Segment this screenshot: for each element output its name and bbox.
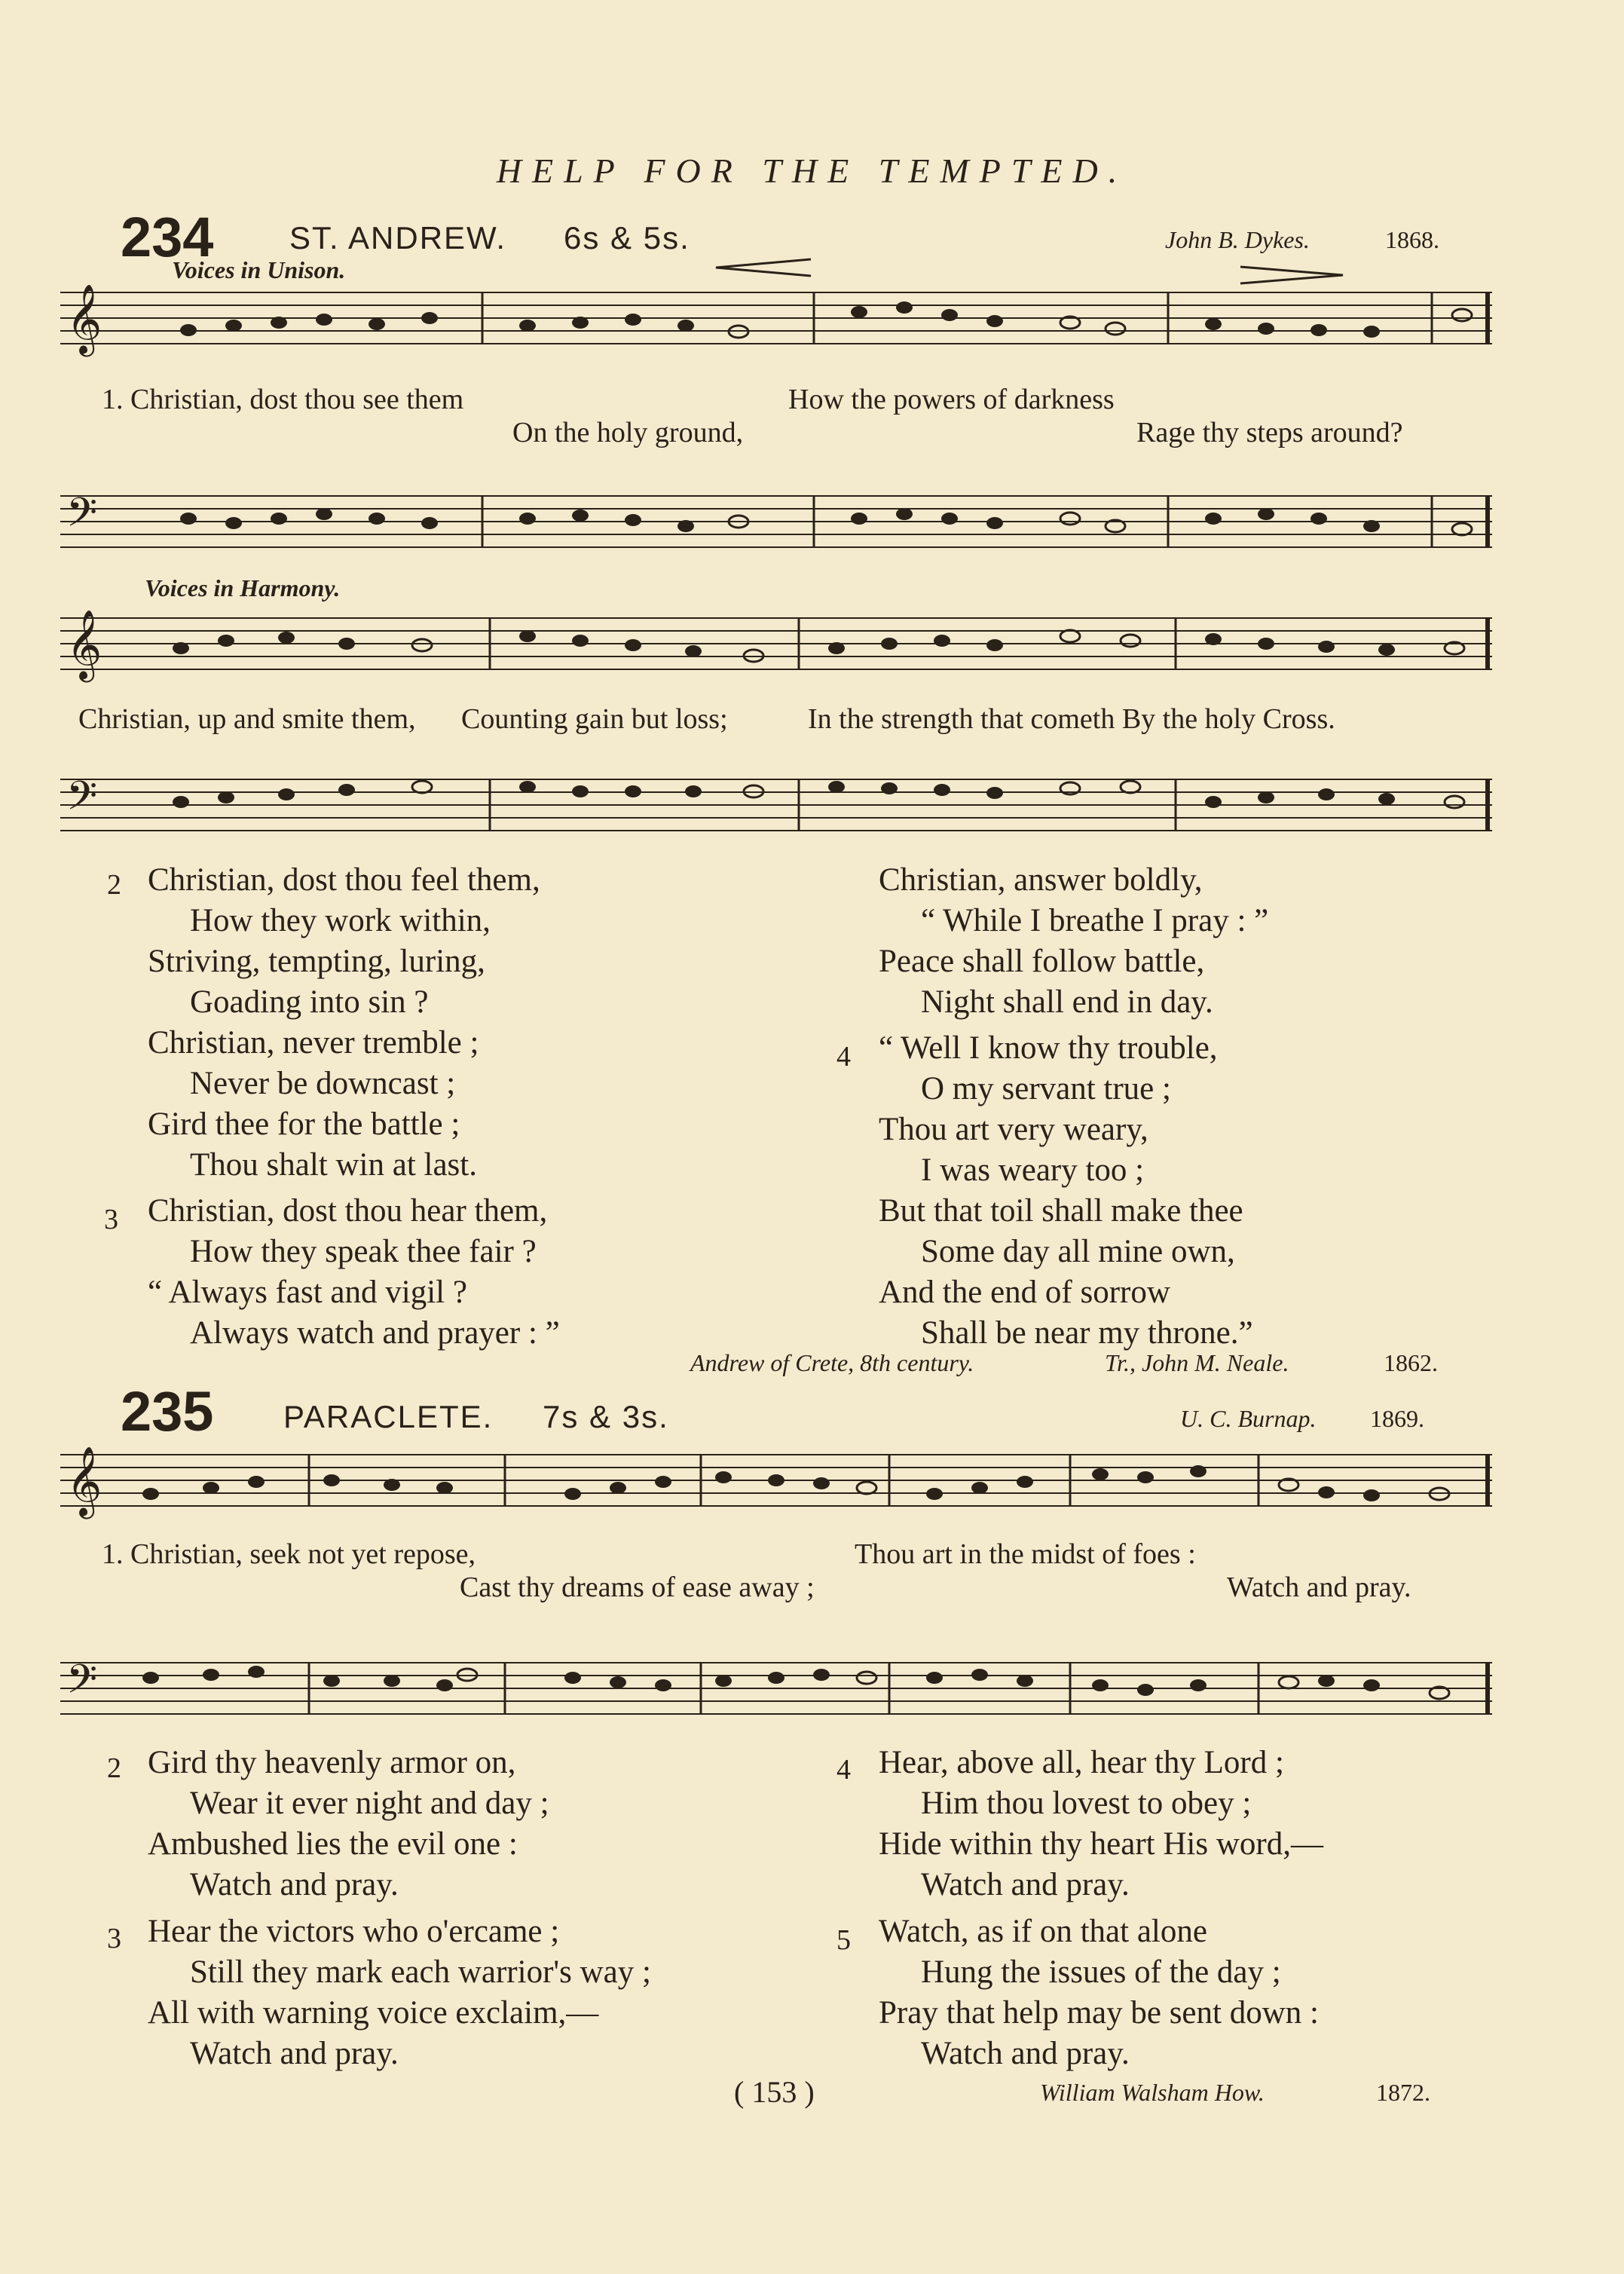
- verse-line: But that toil shall make thee: [879, 1193, 1243, 1229]
- stanza-2-number: 2: [107, 1752, 121, 1784]
- verse-line: Watch and pray.: [921, 1867, 1130, 1902]
- verse-line: “ Always fast and vigil ?: [148, 1275, 467, 1310]
- verse-line: Watch and pray.: [921, 2036, 1130, 2071]
- hymn-234-lyric-2a: Christian, up and smite them,: [78, 703, 416, 735]
- verse-line: Wear it ever night and day ;: [190, 1786, 549, 1821]
- staff-235-treble: [60, 1446, 1492, 1523]
- page-number: ( 153 ): [734, 2075, 815, 2109]
- svg-text:𝄢: 𝄢: [66, 490, 98, 546]
- staff-234-system1-bass: [60, 490, 1492, 564]
- direction-unison: Voices in Unison.: [172, 256, 346, 283]
- hymn-234-composer-year: 1868.: [1385, 226, 1439, 253]
- verse-line: Peace shall follow battle,: [879, 944, 1205, 979]
- verse-line: Night shall end in day.: [921, 984, 1213, 1020]
- hymn-235-lyric-1b: Cast thy dreams of ease away ;: [460, 1572, 815, 1603]
- svg-text:𝄢: 𝄢: [66, 1657, 98, 1712]
- verse-line: Hide within thy heart His word,—: [879, 1826, 1323, 1862]
- verse-line: Him thou lovest to obey ;: [921, 1786, 1252, 1821]
- verse-line: How they work within,: [190, 903, 491, 938]
- hymn-234-lyric-1a: 1. Christian, dost thou see them: [102, 384, 464, 415]
- staff-235-bass: [60, 1657, 1492, 1731]
- verse-line: Always watch and prayer : ”: [190, 1315, 560, 1351]
- verse-line: Gird thy heavenly armor on,: [148, 1745, 516, 1780]
- hymn-235-composer-year: 1869.: [1370, 1405, 1424, 1432]
- verse-line: Christian, answer boldly,: [879, 862, 1203, 898]
- stanza-4-number: 4: [836, 1754, 851, 1786]
- verse-line: Watch and pray.: [190, 1867, 399, 1902]
- hymn-234-stanza-4: [879, 1028, 1253, 1354]
- verse-line: How they speak thee fair ?: [190, 1234, 537, 1269]
- hymn-235-lyric-1a: 1. Christian, seek not yet repose,: [102, 1538, 476, 1570]
- verse-line: Christian, dost thou hear them,: [148, 1193, 548, 1229]
- page-header: HELP FOR THE TEMPTED.: [496, 151, 1128, 190]
- direction-harmony: Voices in Harmony.: [145, 574, 341, 601]
- verse-line: “ Well I know thy trouble,: [879, 1030, 1218, 1066]
- hymn-234-lyric-2c: In the strength that cometh By the holy Cross.: [808, 703, 1335, 735]
- verse-line: And the end of sorrow: [879, 1275, 1170, 1310]
- hymn-234-lyric-2b: Counting gain but loss;: [461, 703, 728, 735]
- hymn-235-author: William Walsham How.: [1040, 2079, 1265, 2106]
- staff-234-system1-treble: [60, 283, 1492, 360]
- hymn-234-number: 234: [121, 206, 214, 268]
- hymn-235-composer: U. C. Burnap.: [1180, 1405, 1317, 1432]
- verse-line: Christian, never tremble ;: [148, 1025, 479, 1060]
- crescendo-mark: [714, 256, 812, 279]
- diminuendo-mark: [1239, 264, 1344, 286]
- hymn-235-stanza-2: [148, 1743, 549, 1905]
- stanza-2-number: 2: [107, 869, 121, 901]
- hymn-234-author: Andrew of Crete, 8th century.: [690, 1349, 974, 1376]
- hymn-234-lyric-1c: How the powers of darkness: [788, 384, 1115, 415]
- verse-line: Hung the issues of the day ;: [921, 1954, 1281, 1990]
- stanza-4-number: 4: [836, 1041, 851, 1073]
- hymn-234-meter: 6s & 5s.: [564, 220, 690, 256]
- hymn-234-composer: John B. Dykes.: [1165, 226, 1310, 253]
- hymn-235-meter: 7s & 3s.: [543, 1399, 669, 1434]
- hymn-234-translator: Tr., John M. Neale.: [1105, 1349, 1289, 1376]
- hymn-234-stanza-2: [148, 860, 540, 1186]
- verse-line: Never be downcast ;: [190, 1066, 456, 1101]
- hymn-234-tune: ST. ANDREW.: [289, 220, 507, 256]
- verse-line: Ambushed lies the evil one :: [148, 1826, 518, 1862]
- verse-line: All with warning voice exclaim,—: [148, 1995, 599, 2031]
- hymn-235-number: 235: [121, 1380, 214, 1443]
- verse-line: O my servant true ;: [921, 1071, 1171, 1106]
- verse-line: Watch and pray.: [190, 2036, 399, 2071]
- verse-line: Some day all mine own,: [921, 1234, 1235, 1269]
- verse-line: Hear, above all, hear thy Lord ;: [879, 1745, 1284, 1780]
- hymn-235-stanza-4: [879, 1743, 1323, 1905]
- verse-line: Thou shalt win at last.: [190, 1147, 477, 1183]
- svg-text:𝄞: 𝄞: [66, 283, 102, 353]
- hymn-235-stanza-5: [879, 1911, 1319, 2074]
- verse-line: Watch, as if on that alone: [879, 1914, 1207, 1949]
- verse-line: Still they mark each warrior's way ;: [190, 1954, 651, 1990]
- staff-234-system2-treble: [60, 609, 1492, 686]
- hymn-235-lyric-1d: Watch and pray.: [1227, 1572, 1411, 1603]
- staff-234-system2-bass: [60, 773, 1492, 847]
- hymn-234-translator-year: 1862.: [1384, 1349, 1438, 1376]
- hymn-235-lyric-1c: Thou art in the midst of foes :: [855, 1538, 1196, 1570]
- verse-line: “ While I breathe I pray : ”: [921, 903, 1269, 938]
- svg-text:𝄞: 𝄞: [66, 1446, 102, 1516]
- stanza-3-number: 3: [107, 1923, 121, 1954]
- verse-line: Hear the victors who o'ercame ;: [148, 1914, 560, 1949]
- hymn-235-tune: PARACLETE.: [283, 1399, 494, 1434]
- verse-line: Goading into sin ?: [190, 984, 429, 1020]
- hymn-234-lyric-1d: Rage thy steps around?: [1136, 417, 1403, 448]
- hymn-234-stanza-3: [148, 1191, 560, 1354]
- verse-line: Christian, dost thou feel them,: [148, 862, 540, 898]
- verse-line: Thou art very weary,: [879, 1112, 1148, 1147]
- hymn-234-stanza-3-continued: [879, 860, 1268, 1023]
- stanza-3-number: 3: [104, 1204, 118, 1235]
- verse-line: Striving, tempting, luring,: [148, 944, 485, 979]
- verse-line: Pray that help may be sent down :: [879, 1995, 1319, 2031]
- verse-line: Gird thee for the battle ;: [148, 1106, 460, 1142]
- stanza-5-number: 5: [836, 1924, 851, 1956]
- svg-text:𝄞: 𝄞: [66, 609, 102, 679]
- verse-line: Shall be near my throne.”: [921, 1315, 1253, 1351]
- svg-text:𝄢: 𝄢: [66, 773, 98, 829]
- verse-line: I was weary too ;: [921, 1152, 1145, 1188]
- hymn-234-lyric-1b: On the holy ground,: [512, 417, 744, 448]
- hymn-235-stanza-3: [148, 1911, 651, 2074]
- hymn-235-author-year: 1872.: [1376, 2079, 1430, 2106]
